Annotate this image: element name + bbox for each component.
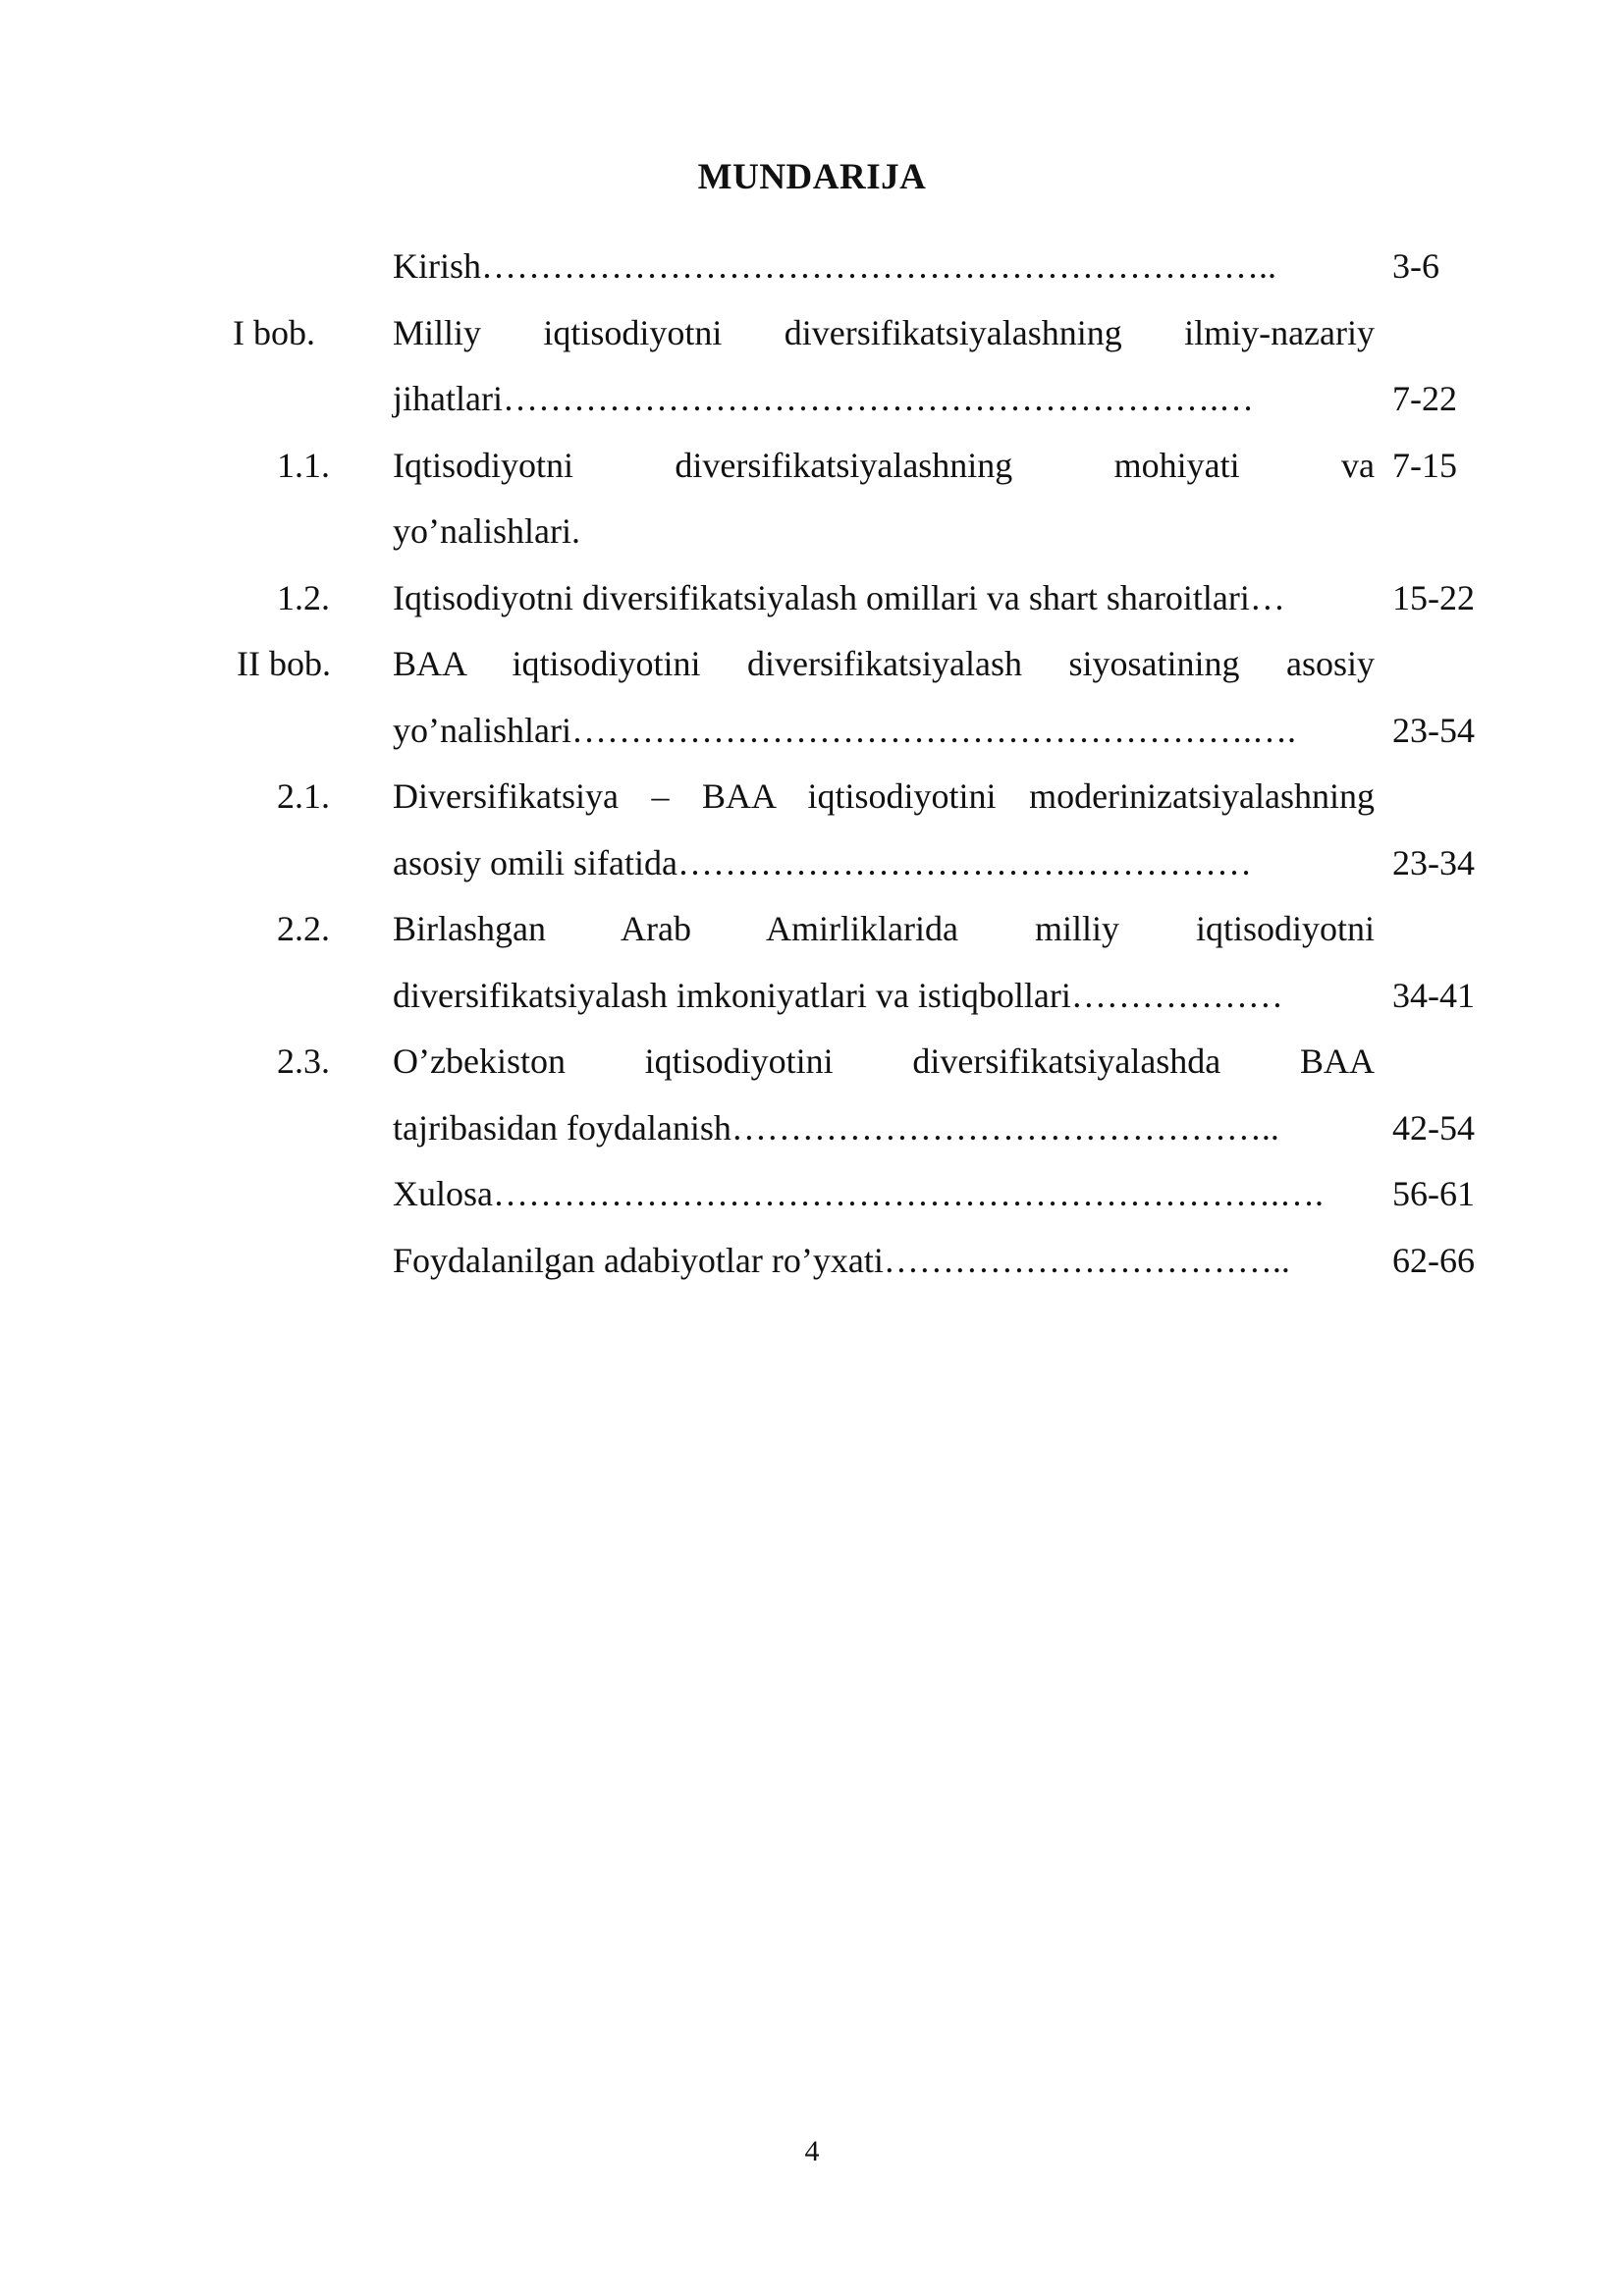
page-number: 4 (804, 2135, 820, 2167)
toc-entry-text: jihatlari…………………………………………………….… (393, 379, 1254, 418)
toc-entry-text: yo’nalishlari………………………………………………….…. (393, 711, 1296, 750)
toc-entry-text: Milliy iqtisodiyotni diversifikatsiyalashning ilmiy-nazariy (393, 313, 1375, 352)
toc-entry-text: diversifikatsiyalash imkoniyatlari va istiqbollari……………… (393, 976, 1283, 1015)
toc-entry-pages: 3-6 (1392, 246, 1439, 286)
toc-entry-label: 1.1. (277, 446, 330, 485)
toc-entry-pages: 15-22 (1392, 578, 1475, 617)
toc-entry-pages: 42-54 (1392, 1108, 1475, 1148)
toc-entry-pages: 23-34 (1392, 843, 1475, 882)
toc-entry-text: Birlashgan Arab Amirliklarida milliy iqtisodiyotni (393, 909, 1375, 948)
toc-entry-pages: 56-61 (1392, 1174, 1475, 1213)
toc-entry-text: O’zbekiston iqtisodiyotini diversifikatsiyalashda BAA (393, 1041, 1375, 1081)
toc-entry-label: 2.3. (277, 1041, 330, 1081)
toc-entry-text: tajribasidan foydalanish……………………………………….. (393, 1108, 1279, 1148)
toc-entry-label: 1.2. (277, 578, 330, 617)
toc-entry-label: II bob. (237, 644, 331, 683)
toc-entry-pages: 7-15 (1392, 446, 1457, 485)
toc-entry-text: BAA iqtisodiyotini diversifikatsiyalash siyosatining asosiy (393, 644, 1375, 683)
toc-entry-label: 2.2. (277, 909, 330, 948)
toc-entry-text: Foydalanilgan adabiyotlar ro’yxati…………………………….. (393, 1241, 1290, 1280)
toc-entry-text: Iqtisodiyotni diversifikatsiyalash omillari va shart sharoitlari… (393, 578, 1285, 617)
toc-entry-text: Iqtisodiyotni diversifikatsiyalashning mohiyati va (393, 446, 1375, 485)
toc-entry-text: yo’nalishlari. (393, 511, 580, 551)
toc-entry-text: Xulosa………………………………………………………….…. (393, 1174, 1324, 1213)
toc-entry-pages: 23-54 (1392, 711, 1475, 750)
toc-entry-text: asosiy omili sifatida…………………………….…………… (393, 843, 1252, 882)
toc-entry-text: Kirish………………………………………………………….. (393, 246, 1276, 286)
toc-entry-pages: 7-22 (1392, 379, 1457, 418)
toc-entry-pages: 34-41 (1392, 976, 1475, 1015)
page-title: MUNDARIJA (697, 157, 927, 197)
toc-entry-pages: 62-66 (1392, 1241, 1475, 1280)
toc-entry-label: 2.1. (277, 776, 330, 816)
toc-entry-text: Diversifikatsiya – BAA iqtisodiyotini moderinizatsiyalashning (393, 776, 1375, 816)
toc-entry-label: I bob. (233, 313, 315, 352)
